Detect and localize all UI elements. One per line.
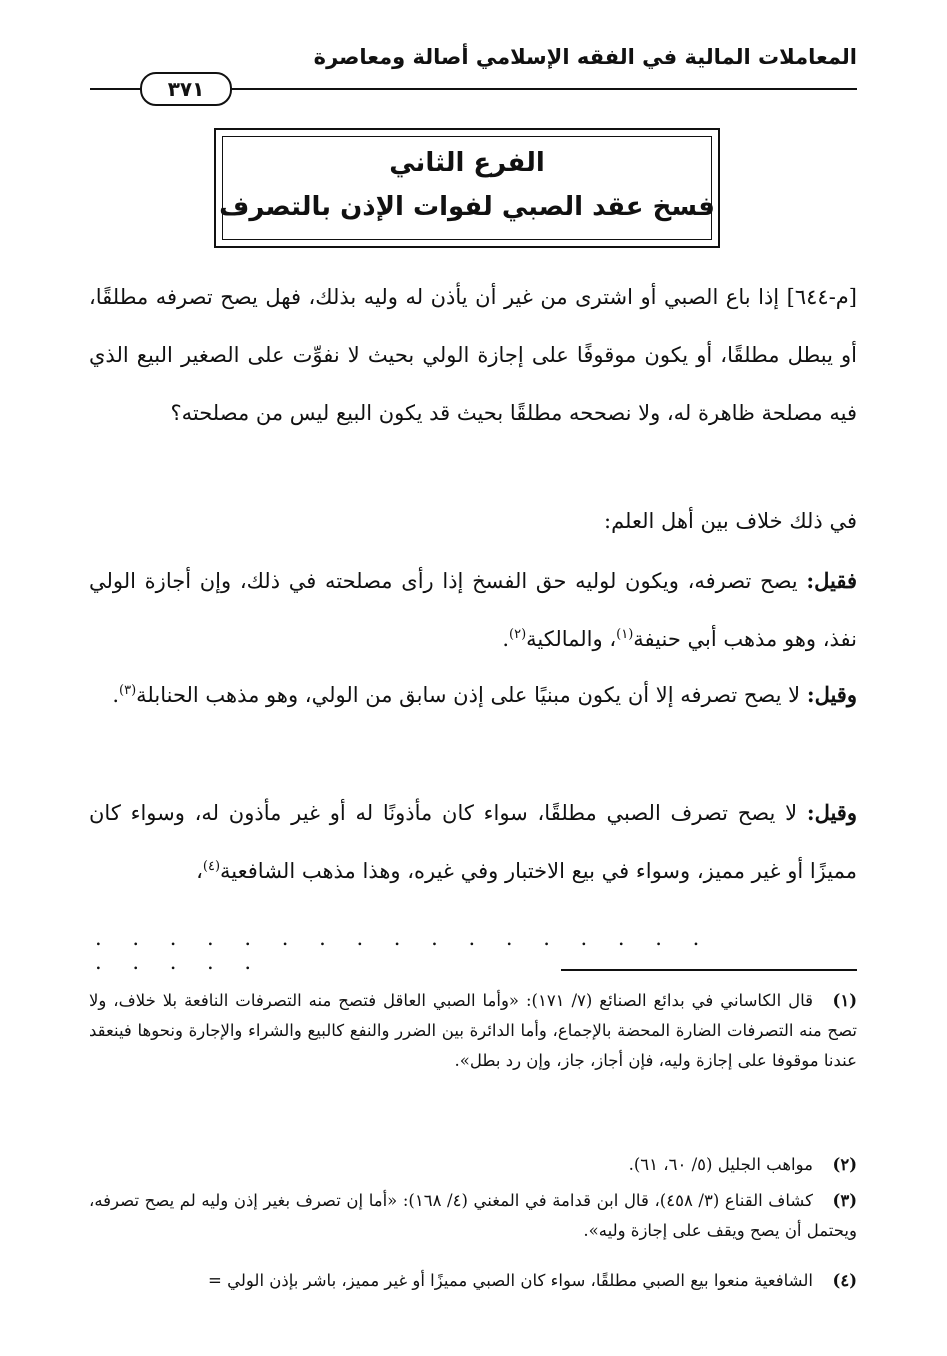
opinion-text: لا يصح تصرفه إلا أن يكون مبنيًا على إذن سابق من الولي، وهو مذهب الحنابلة xyxy=(136,683,807,707)
footnote-number: (١) xyxy=(832,991,857,1010)
opinion-text-end: . xyxy=(502,627,510,651)
page-number-badge: ٣٧١ xyxy=(140,72,232,106)
opinion-text-end: ، xyxy=(196,859,203,883)
footnote-separator xyxy=(561,969,857,971)
opinion-lead: فقيل: xyxy=(806,568,857,593)
opinion-text-end: . xyxy=(112,683,120,707)
footnote-text: مواهب الجليل (٥/ ٦٠، ٦١). xyxy=(628,1155,813,1174)
footnote-number: (٤) xyxy=(832,1271,857,1290)
footnote-text: كشاف القناع (٣/ ٤٥٨)، قال ابن قدامة في المغني (٤/ ١٦٨): «أما إن تصرف بغير إذن وليه لم يصح تصرفه، ويحتمل أن يصح ويقف على إجازة وليه». xyxy=(89,1191,857,1240)
section-title: الفرع الثاني xyxy=(389,148,545,178)
footnote-4 xyxy=(89,1266,857,1296)
footnote-marker-2[interactable]: (٢) xyxy=(509,627,527,642)
opinion-lead: وقيل: xyxy=(806,800,857,825)
dotted-leader: . . . . . . . . . . . . . . . . . . . . . . xyxy=(95,926,712,974)
paragraph-opinion-hanafi-maliki xyxy=(89,552,857,668)
footnote-2 xyxy=(89,1150,857,1180)
section-title-box xyxy=(214,128,720,248)
section-subtitle: فسخ عقد الصبي لفوات الإذن بالتصرف xyxy=(219,192,715,222)
paragraph-intro: في ذلك خلاف بين أهل العلم: xyxy=(604,509,857,533)
paragraph-opinion-hanbali xyxy=(89,666,857,724)
footnote-number: (٢) xyxy=(832,1155,857,1174)
footnote-1 xyxy=(89,986,857,1076)
footnote-marker-3[interactable]: (٣) xyxy=(119,683,137,698)
footnote-text: الشافعية منعوا بيع الصبي مطلقًا، سواء كان الصبي مميزًا أو غير مميز، باشر بإذن الولي = xyxy=(208,1271,813,1290)
running-title: المعاملات المالية في الفقه الإسلامي أصالة ومعاصرة xyxy=(313,45,857,69)
footnote-marker-1[interactable]: (١) xyxy=(616,627,634,642)
footnote-number: (٣) xyxy=(832,1191,857,1210)
footnote-marker-4[interactable]: (٤) xyxy=(202,859,221,874)
opinion-text: لا يصح تصرف الصبي مطلقًا، سواء كان مأذونًا له أو غير مأذون له، وسواء كان مميزًا أو غير مميز، وسواء في بيع الاختبار وفي غيره، وهذا مذهب الشافعية xyxy=(89,801,857,883)
opinion-lead: وقيل: xyxy=(806,682,857,707)
paragraph-question: [م-٦٤٤] إذا باع الصبي أو اشترى من غير أن يأذن له وليه بذلك، فهل يصح تصرفه مطلقًا، أو يبطل مطلقًا، أو يكون موقوفًا على إجازة الولي بحيث لا نفوِّت على الصغير البيع الذي فيه مصلحة ظاهرة له، ولا نصححه مطلقًا بحيث قد يكون البيع ليس من مصلحته؟ xyxy=(89,285,857,425)
opinion-text: يصح تصرفه، ويكون لوليه حق الفسخ إذا رأى مصلحته في ذلك، وإن أجازة الولي نفذ، وهو مذهب أبي حنيفة xyxy=(89,569,857,651)
paragraph-opinion-shafii xyxy=(89,784,857,900)
opinion-text-mid: ، والمالكية xyxy=(526,627,617,651)
footnote-text: قال الكاساني في بدائع الصنائع (٧/ ١٧١): «وأما الصبي العاقل فتصح منه التصرفات النافعة بلا خلاف، ولا تصح منه التصرفات الضارة المحضة بالإجماع، وأما الدائرة بين الضرر والنفع كالبيع والشراء والإجارة ونحوها فينعقد عندنا موقوفا على إجازة وليه، فإن أجاز، جاز، وإن رد بطل». xyxy=(89,991,857,1070)
footnote-3 xyxy=(89,1186,857,1246)
